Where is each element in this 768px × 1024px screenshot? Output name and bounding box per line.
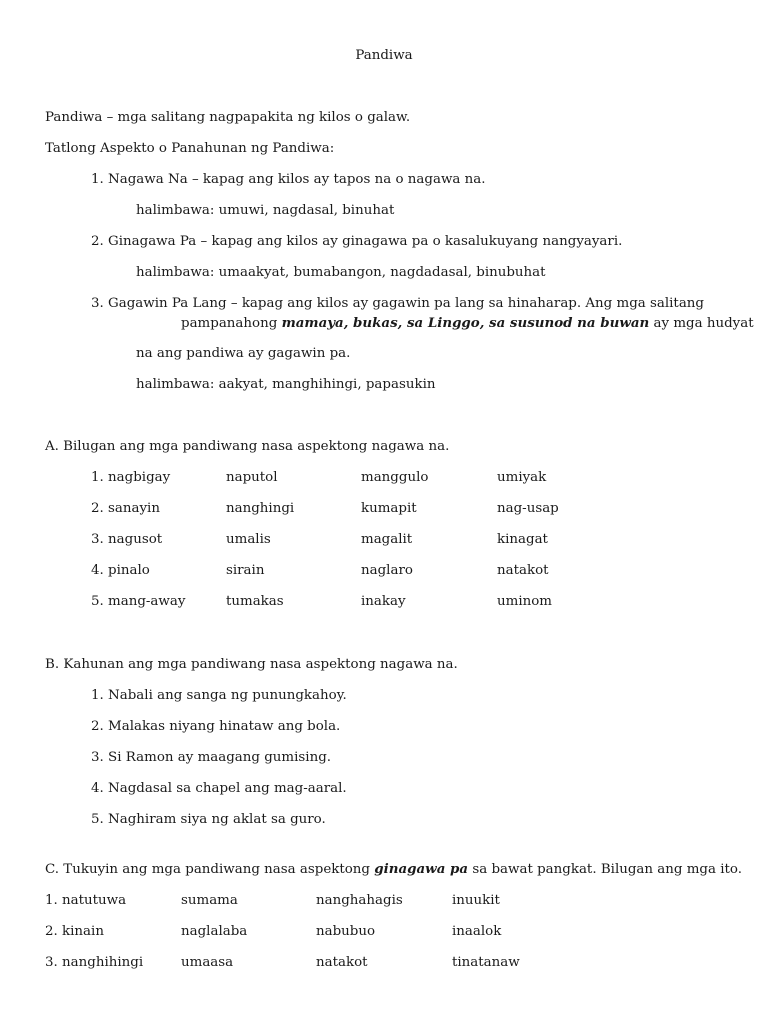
section-a-cell: naputol: [226, 470, 278, 485]
aspect-3-time-words: mamaya, bukas, sa Linggo, sa susunod na buwan: [281, 315, 650, 331]
aspect-3-label: 3. Gagawin Pa Lang – kapag ang kilos ay gagawin pa lang sa hinaharap. Ang mga salitang: [91, 296, 704, 311]
section-a-cell: umalis: [226, 532, 271, 547]
section-a-cell: nag-usap: [497, 501, 559, 516]
aspects-heading: Tatlong Aspekto o Panahunan ng Pandiwa:: [45, 141, 335, 156]
section-c-cell: umaasa: [181, 955, 234, 970]
section-a-cell: manggulo: [361, 470, 429, 485]
section-c-cell: 2. kinain: [45, 924, 104, 939]
section-c-heading: [45, 860, 742, 879]
aspect-3-cont-pre: pampanahong: [181, 316, 282, 331]
section-a-cell: uminom: [497, 594, 552, 609]
section-b-item: 3. Si Ramon ay maagang gumising.: [91, 750, 332, 765]
definition-text: Pandiwa – mga salitang nagpapakita ng kilos o galaw.: [45, 110, 411, 125]
section-a-cell: 5. mang-away: [91, 594, 186, 609]
section-a-cell: naglaro: [361, 563, 413, 578]
section-c-heading-emphasis: ginagawa pa: [374, 861, 469, 877]
section-c-cell: inaalok: [452, 924, 502, 939]
section-a-cell: 1. nagbigay: [91, 470, 171, 485]
section-a-cell: 3. nagusot: [91, 532, 163, 547]
section-c-cell: naglalaba: [181, 924, 248, 939]
section-c-cell: 1. natutuwa: [45, 893, 127, 908]
section-c-cell: 3. nanghihingi: [45, 955, 144, 970]
section-a-cell: sirain: [226, 563, 265, 578]
section-a-cell: umiyak: [497, 470, 547, 485]
section-a-cell: natakot: [497, 563, 549, 578]
section-a-cell: tumakas: [226, 594, 284, 609]
section-a-cell: inakay: [361, 594, 406, 609]
section-c-cell: nabubuo: [316, 924, 376, 939]
aspect-2-label: 2. Ginagawa Pa – kapag ang kilos ay ginagawa pa o kasalukuyang nangyayari.: [91, 234, 623, 249]
section-a-cell: 4. pinalo: [91, 563, 150, 578]
aspect-1-label: 1. Nagawa Na – kapag ang kilos ay tapos na o nagawa na.: [91, 172, 486, 187]
section-c-cell: tinatanaw: [452, 955, 520, 970]
section-a-cell: 2. sanayin: [91, 501, 160, 516]
section-b-item: 4. Nagdasal sa chapel ang mag-aaral.: [91, 781, 347, 796]
section-c-cell: nanghahagis: [316, 893, 403, 908]
aspect-2-example: halimbawa: umaakyat, bumabangon, nagdadasal, binubuhat: [136, 265, 546, 280]
aspect-3-continuation-2: na ang pandiwa ay gagawin pa.: [136, 346, 351, 361]
section-c-cell: inuukit: [452, 893, 500, 908]
section-b-item: 5. Naghiram siya ng aklat sa guro.: [91, 812, 326, 827]
section-a-cell: kinagat: [497, 532, 548, 547]
section-a-cell: nanghingi: [226, 501, 295, 516]
section-b-item: 2. Malakas niyang hinataw ang bola.: [91, 719, 341, 734]
aspect-1-example: halimbawa: umuwi, nagdasal, binuhat: [136, 203, 395, 218]
section-b-heading: B. Kahunan ang mga pandiwang nasa aspektong nagawa na.: [45, 657, 458, 672]
section-c-cell: natakot: [316, 955, 368, 970]
aspect-3-cont-post: ay mga hudyat: [649, 316, 754, 331]
section-c-cell: sumama: [181, 893, 238, 908]
section-a-cell: kumapit: [361, 501, 417, 516]
aspect-3-example: halimbawa: aakyat, manghihingi, papasukin: [136, 377, 436, 392]
section-c-heading-post: sa bawat pangkat. Bilugan ang mga ito.: [468, 862, 742, 877]
section-a-cell: magalit: [361, 532, 413, 547]
section-a-heading: A. Bilugan ang mga pandiwang nasa aspektong nagawa na.: [45, 439, 450, 454]
section-b-item: 1. Nabali ang sanga ng punungkahoy.: [91, 688, 347, 703]
aspect-3-continuation: [181, 314, 754, 333]
page-title: Pandiwa: [355, 48, 413, 63]
section-c-heading-pre: C. Tukuyin ang mga pandiwang nasa aspektong: [45, 862, 375, 877]
